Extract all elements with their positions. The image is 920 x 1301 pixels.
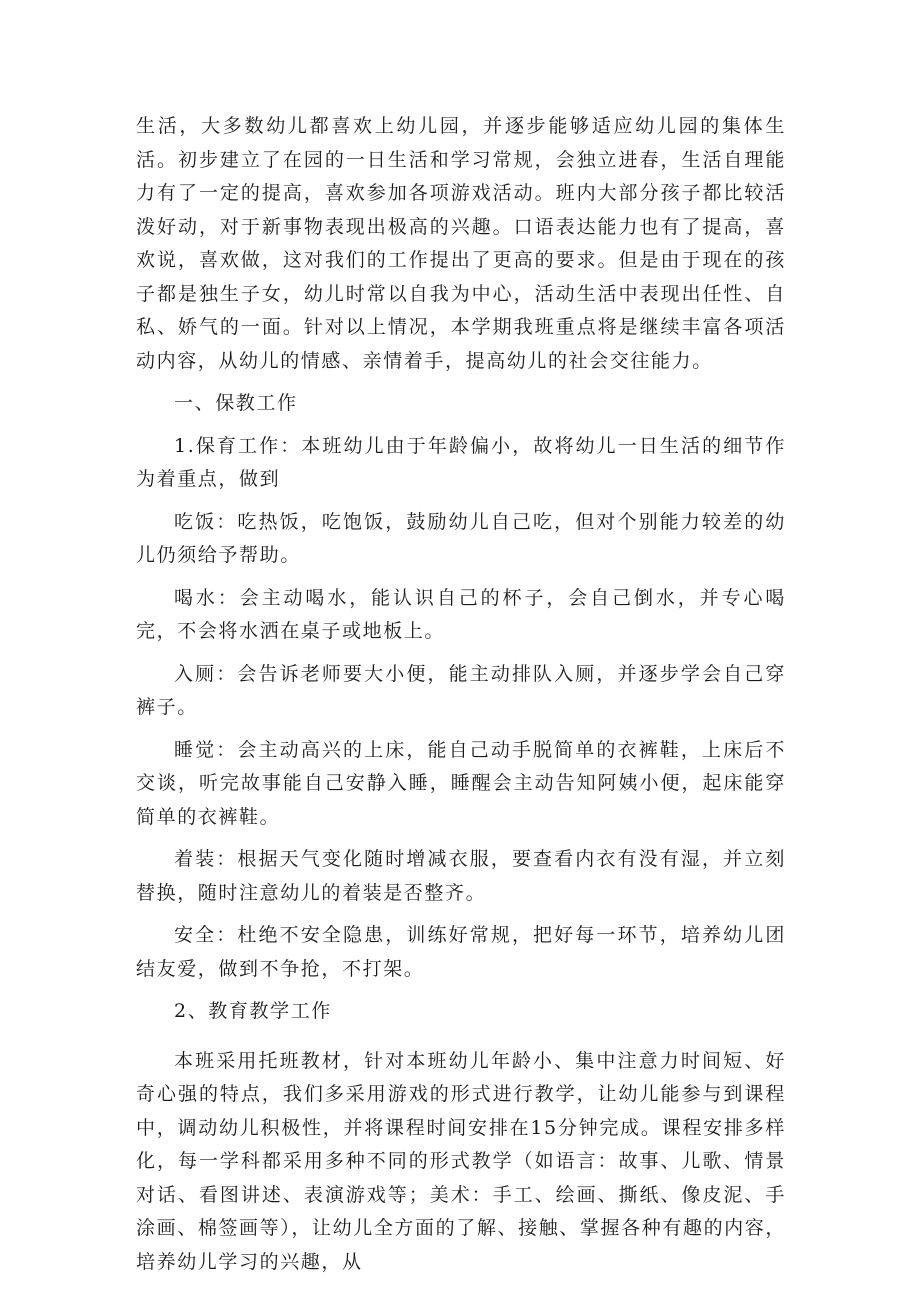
paragraph-safety: 安全：杜绝不安全隐患，训练好常规，把好每一环节，培养幼儿团结友爱，做到不争抢，不打架。 (136, 924, 786, 980)
paragraph-sleeping: 睡觉：会主动高兴的上床，能自己动手脱简单的衣裤鞋，上床后不交谈，听完故事能自己安静入睡，睡醒会主动告知阿姨小便，起床能穿简单的衣裤鞋。 (136, 738, 786, 828)
paragraph-eating: 吃饭：吃热饭，吃饱饭，鼓励幼儿自己吃，但对个别能力较差的幼儿仍须给予帮助。 (136, 510, 786, 566)
section-heading-teaching: 2、教育教学工作 (174, 1000, 332, 1022)
paragraph-care-work: 1.保育工作：本班幼儿由于年龄偏小，故将幼儿一日生活的细节作为着重点，做到 (136, 434, 786, 490)
paragraph-teaching: 本班采用托班教材，针对本班幼儿年龄小、集中注意力时间短、好奇心强的特点，我们多采用游戏的形式进行教学，让幼儿能参与到课程中，调动幼儿积极性，并将课程时间安排在15分钟完成。课程安排多样化，每一学科都采用多种不同的形式教学（如语言：故事、儿歌、情景对话、看图讲述、表演游戏等；美术：手工、绘画、撕纸、像皮泥、手涂画、棉签画等），让幼儿全方面的了解、接触、掌握各种有趣的内容，培养幼儿学习的兴趣，从 (136, 1049, 786, 1273)
paragraph-intro: 生活，大多数幼儿都喜欢上幼儿园，并逐步能够适应幼儿园的集体生活。初步建立了在园的一日生活和学习常规，会独立进春，生活自理能力有了一定的提高，喜欢参加各项游戏活动。班内大部分孩子都比较活泼好动，对于新事物表现出极高的兴趣。口语表达能力也有了提高，喜欢说，喜欢做，这对我们的工作提出了更高的要求。但是由于现在的孩子都是独生子女，幼儿时常以自我为中心，活动生活中表现出任性、自私、娇气的一面。针对以上情况，本学期我班重点将是继续丰富各项活动内容，从幼儿的情感、亲情着手，提高幼儿的社会交往能力。 (136, 115, 786, 372)
section-heading-care-education: 一、保教工作 (174, 392, 298, 414)
paragraph-drinking: 喝水：会主动喝水，能认识自己的杯子，会自己倒水，并专心喝完，不会将水洒在桌子或地板上。 (136, 586, 786, 642)
paragraph-dressing: 着装：根据天气变化随时增减衣服，要查看内衣有没有湿，并立刻替换，随时注意幼儿的着装是否整齐。 (136, 848, 786, 904)
document-body (136, 110, 786, 1279)
paragraph-toilet: 入厕：会告诉老师要大小便，能主动排队入厕，并逐步学会自己穿裤子。 (136, 662, 786, 718)
